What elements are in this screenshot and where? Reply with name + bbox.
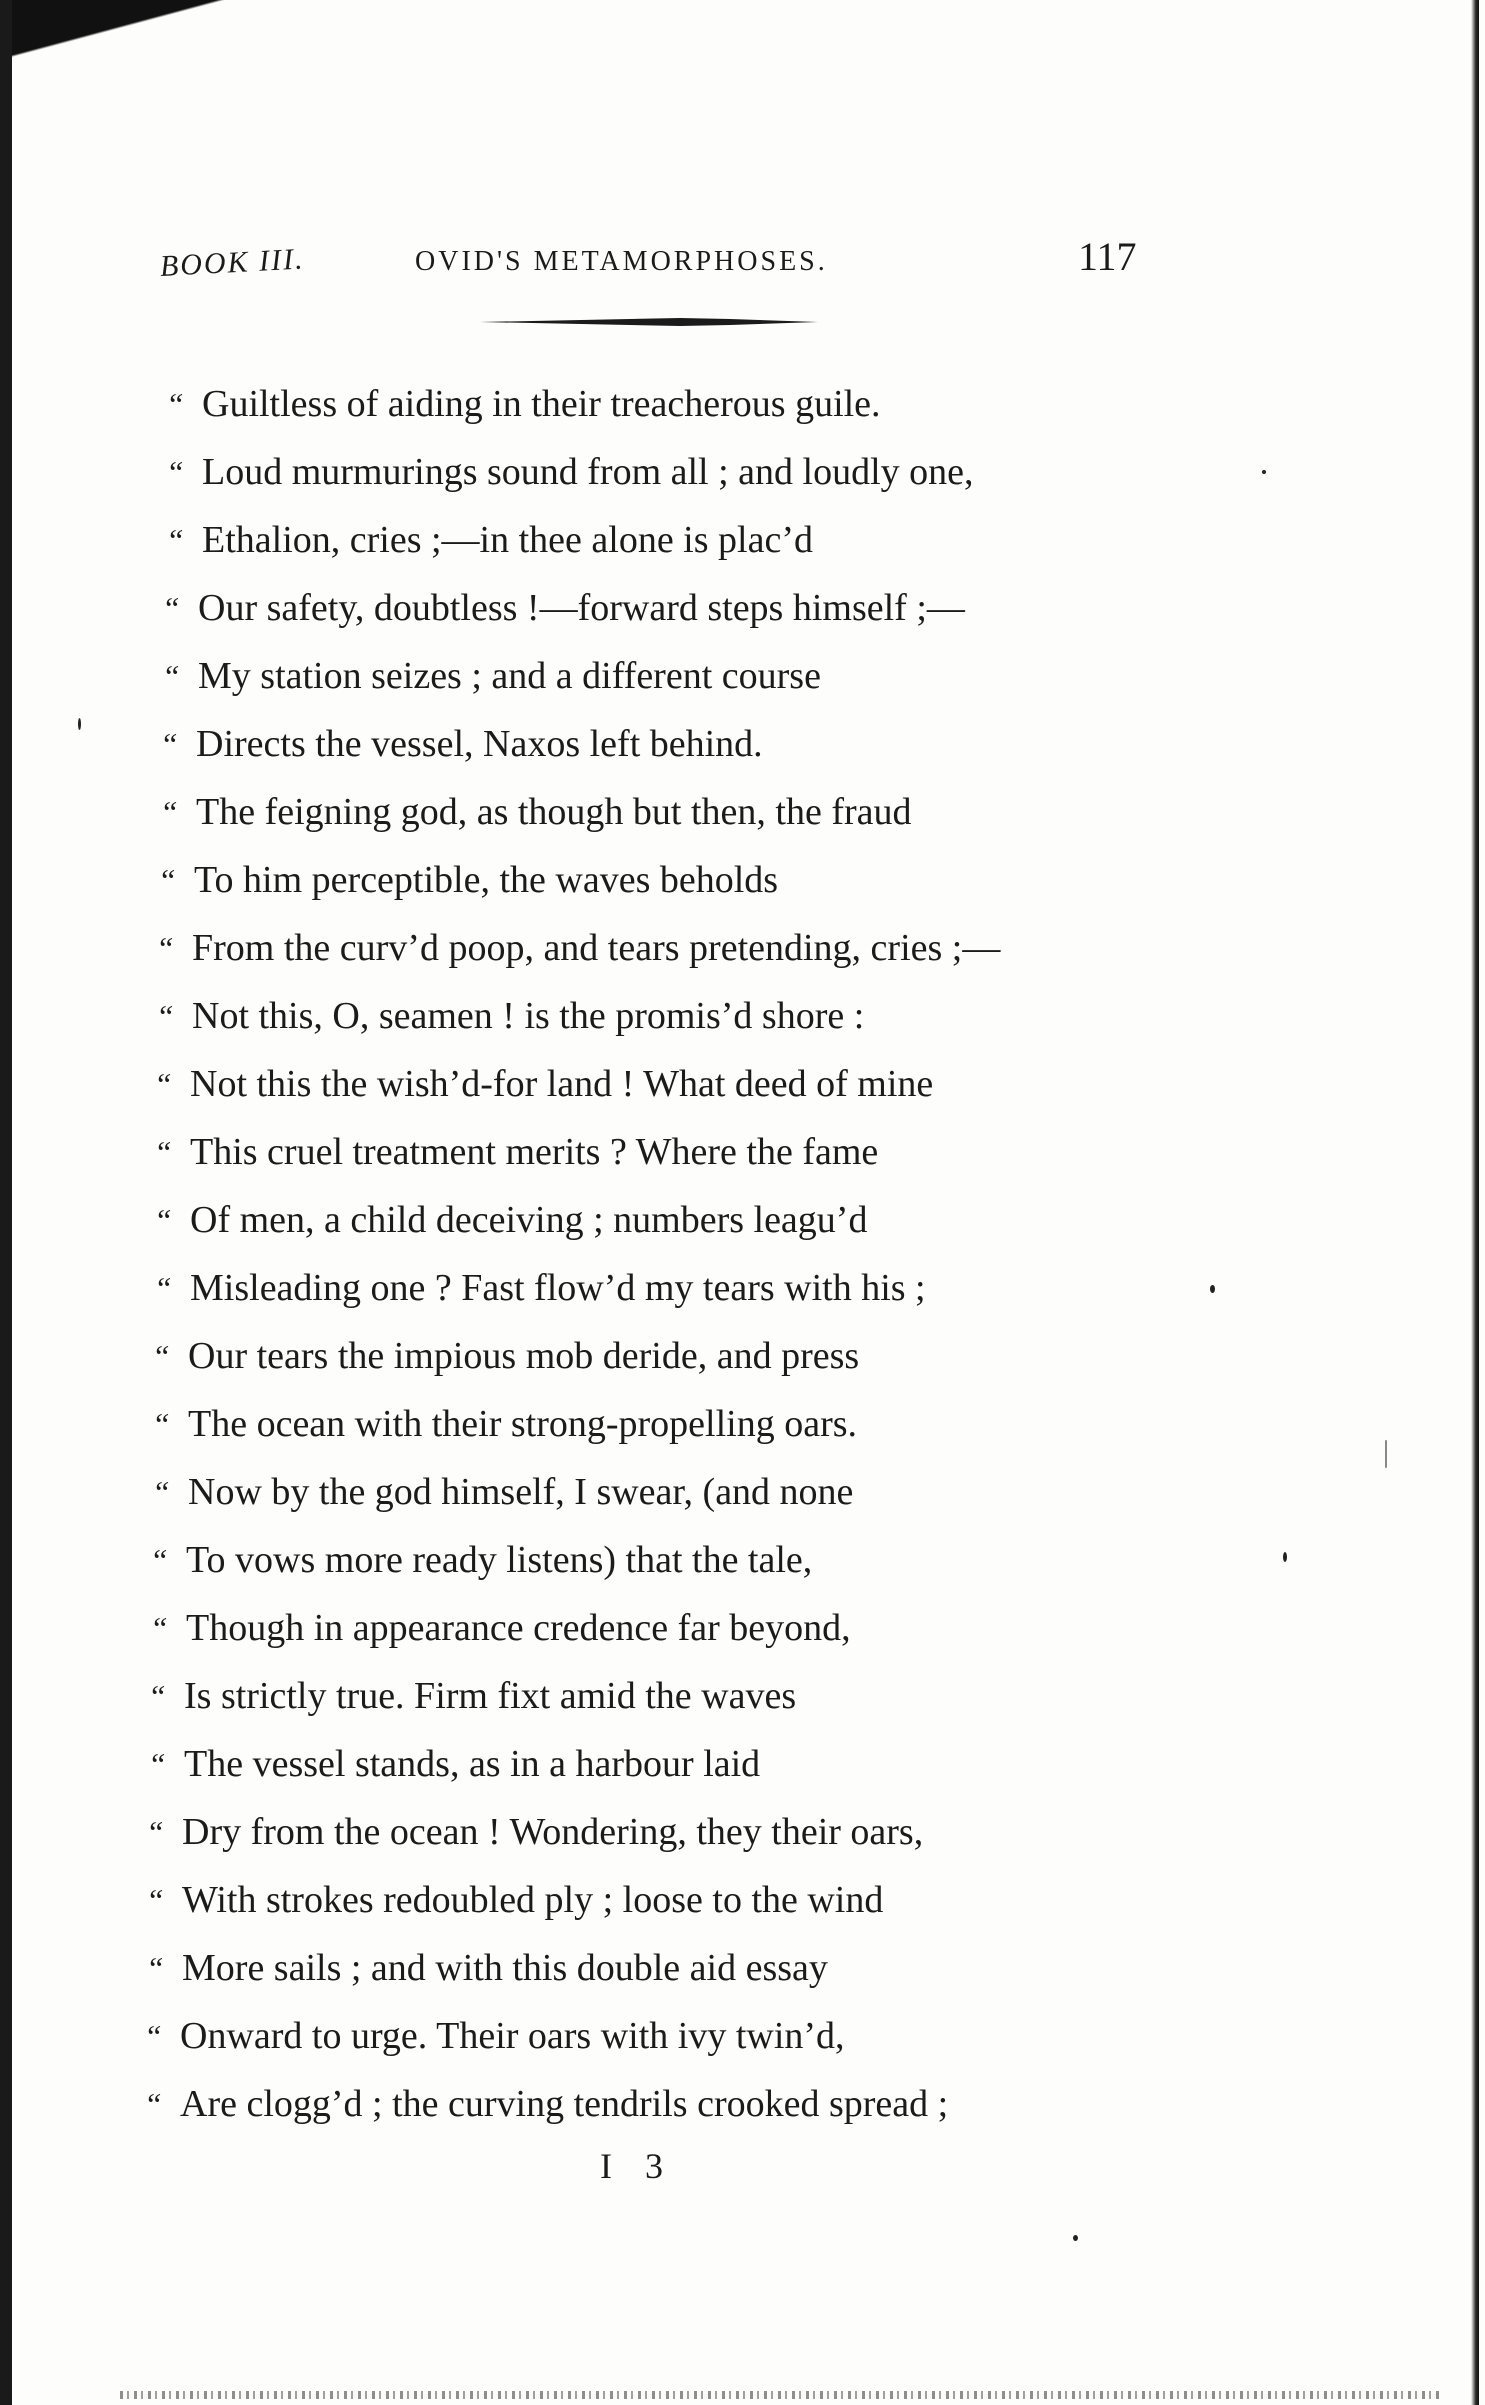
verse-line (148, 1662, 1148, 1730)
verse-line-text: To vows more ready listens) that the tale, (186, 1539, 813, 1581)
verse-line-text: The feigning god, as though but then, the fraud (196, 791, 912, 833)
verse-line (148, 1730, 1148, 1798)
verse-line-text: Our safety, doubtless !—forward steps himself ;— (198, 587, 965, 629)
running-header (160, 228, 1160, 288)
verse-line (166, 506, 1166, 574)
scan-speck (1262, 470, 1266, 474)
verse-line-text: Loud murmurings sound from all ; and loudly one, (202, 451, 974, 493)
book-label: BOOK III. (159, 242, 306, 283)
opening-quote-mark: “ (154, 1134, 172, 1170)
opening-quote-mark: “ (144, 2018, 162, 2054)
verse-line (156, 914, 1156, 982)
verse-line (166, 370, 1166, 438)
verse-line-text: Though in appearance credence far beyond, (186, 1607, 851, 1649)
verse-line (162, 574, 1162, 642)
scan-speck (1210, 1285, 1215, 1293)
opening-quote-mark: “ (166, 454, 184, 490)
verse-line (156, 982, 1156, 1050)
scan-right-edge (1471, 0, 1479, 2405)
verse-line (160, 778, 1160, 846)
opening-quote-mark: “ (144, 2086, 162, 2122)
verse-line-text: My station seizes ; and a different course (198, 655, 821, 697)
verse-line (150, 1594, 1150, 1662)
verse-line (152, 1390, 1152, 1458)
verse-line (144, 2070, 1144, 2138)
scan-corner-shadow (0, 0, 420, 120)
verse-line (158, 846, 1158, 914)
opening-quote-mark: “ (152, 1474, 170, 1510)
verse-line (154, 1050, 1154, 1118)
verse-line-text: Ethalion, cries ;—in thee alone is plac’d (202, 519, 813, 561)
opening-quote-mark: “ (154, 1202, 172, 1238)
opening-quote-mark: “ (160, 726, 178, 762)
verse-line (160, 710, 1160, 778)
header-rule-ornament (480, 318, 818, 326)
opening-quote-mark: “ (154, 1066, 172, 1102)
opening-quote-mark: “ (148, 1746, 166, 1782)
opening-quote-mark: “ (150, 1610, 168, 1646)
verse-line (154, 1118, 1154, 1186)
page-number: 117 (1078, 234, 1137, 279)
opening-quote-mark: “ (162, 658, 180, 694)
scan-left-edge (0, 0, 12, 2405)
verse-line-text: With strokes redoubled ply ; loose to the wind (182, 1879, 884, 1921)
opening-quote-mark: “ (162, 590, 180, 626)
verse-line-text: Of men, a child deceiving ; numbers leagu’d (190, 1199, 868, 1241)
verse-line-text: The ocean with their strong-propelling oars. (188, 1403, 858, 1445)
opening-quote-mark: “ (158, 862, 176, 898)
verse-line-text: From the curv’d poop, and tears pretending, cries ;— (192, 927, 1001, 969)
verse-line (146, 1866, 1146, 1934)
verse-line-text: Not this, O, seamen ! is the promis’d shore : (192, 995, 865, 1037)
verse-line (162, 642, 1162, 710)
scan-speck (1385, 1440, 1387, 1468)
verse-line-text: This cruel treatment merits ? Where the fame (190, 1131, 879, 1173)
verse-line-text: More sails ; and with this double aid essay (182, 1947, 828, 1989)
opening-quote-mark: “ (150, 1542, 168, 1578)
opening-quote-mark: “ (160, 794, 178, 830)
verse-line-text: Our tears the impious mob deride, and press (188, 1335, 860, 1377)
opening-quote-mark: “ (166, 522, 184, 558)
verse-block (144, 370, 1152, 2138)
verse-line (144, 2002, 1144, 2070)
verse-line-text: Directs the vessel, Naxos left behind. (196, 723, 763, 765)
verse-line-text: Dry from the ocean ! Wondering, they their oars, (182, 1811, 924, 1853)
verse-line (154, 1186, 1154, 1254)
verse-line-text: Onward to urge. Their oars with ivy twin’d, (180, 2015, 845, 2057)
verse-line-text: Guiltless of aiding in their treacherous guile. (202, 383, 881, 425)
verse-line (146, 1798, 1146, 1866)
opening-quote-mark: “ (146, 1882, 164, 1918)
scan-bottom-edge (120, 2391, 1440, 2399)
opening-quote-mark: “ (148, 1678, 166, 1714)
verse-line-text: Is strictly true. Firm fixt amid the waves (184, 1675, 797, 1717)
opening-quote-mark: “ (156, 998, 174, 1034)
opening-quote-mark: “ (152, 1406, 170, 1442)
verse-line (152, 1458, 1152, 1526)
signature-mark: I 3 (600, 2146, 675, 2186)
verse-line (166, 438, 1166, 506)
running-title: OVID'S METAMORPHOSES. (415, 246, 828, 277)
verse-line (146, 1934, 1146, 2002)
scan-speck (1283, 1552, 1287, 1562)
scan-speck (78, 718, 81, 730)
verse-line-text: To him perceptible, the waves beholds (194, 859, 779, 901)
opening-quote-mark: “ (154, 1270, 172, 1306)
verse-line-text: The vessel stands, as in a harbour laid (184, 1743, 761, 1785)
opening-quote-mark: “ (152, 1338, 170, 1374)
verse-line (152, 1322, 1152, 1390)
verse-line-text: Not this the wish’d-for land ! What deed of mine (190, 1063, 934, 1105)
scan-speck (1073, 2235, 1078, 2241)
verse-line-text: Are clogg’d ; the curving tendrils crooked spread ; (180, 2083, 949, 2125)
opening-quote-mark: “ (146, 1814, 164, 1850)
opening-quote-mark: “ (156, 930, 174, 966)
verse-line-text: Misleading one ? Fast flow’d my tears with his ; (190, 1267, 926, 1309)
verse-line-text: Now by the god himself, I swear, (and none (188, 1471, 854, 1513)
verse-line (150, 1526, 1150, 1594)
opening-quote-mark: “ (166, 386, 184, 422)
verse-line (154, 1254, 1154, 1322)
opening-quote-mark: “ (146, 1950, 164, 1986)
